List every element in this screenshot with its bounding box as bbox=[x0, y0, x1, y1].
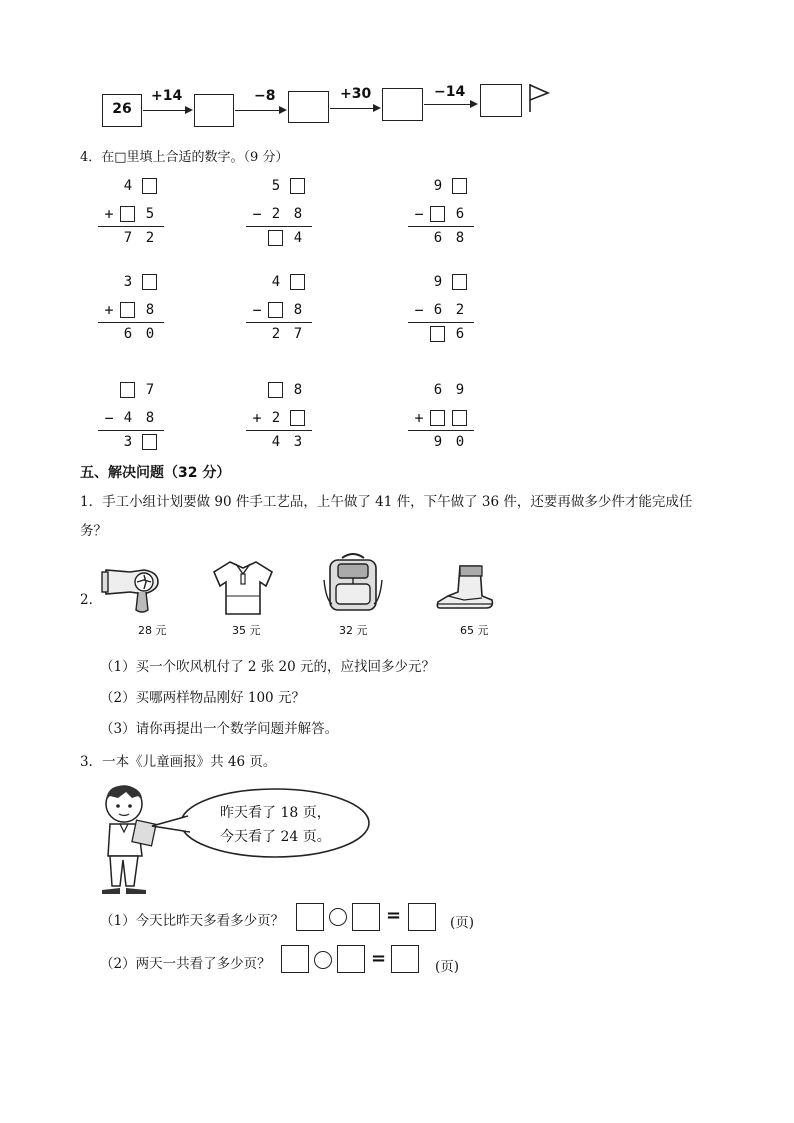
price-label: 32 元 bbox=[339, 624, 368, 637]
operator-sign: + bbox=[104, 301, 114, 319]
digit: 7 bbox=[145, 382, 155, 398]
chain-arrow bbox=[143, 110, 191, 111]
digit: 7 bbox=[293, 326, 303, 342]
chain-step-label: +30 bbox=[340, 86, 372, 102]
digit: 2 bbox=[145, 230, 155, 246]
speech-bubble bbox=[150, 786, 372, 860]
digit-box[interactable] bbox=[120, 382, 135, 398]
operator-sign: + bbox=[252, 409, 262, 427]
digit-box[interactable] bbox=[120, 206, 135, 222]
answer-box[interactable] bbox=[352, 903, 380, 931]
operator-sign: − bbox=[414, 301, 424, 319]
equals-sign: = bbox=[371, 948, 387, 969]
digit-box[interactable] bbox=[142, 178, 157, 194]
digit: 6 bbox=[433, 230, 443, 246]
digit: 2 bbox=[455, 302, 465, 318]
section-heading: 五、解决问题（32 分） bbox=[80, 465, 231, 481]
sum-line bbox=[246, 430, 312, 431]
problem-2-question-2: （2）买哪两样物品刚好 100 元？ bbox=[100, 690, 305, 706]
problem-3-question-2: （2）两天一共看了多少页？ bbox=[100, 956, 271, 972]
digit: 8 bbox=[293, 206, 303, 222]
chain-arrow bbox=[424, 104, 476, 105]
digit: 6 bbox=[123, 326, 133, 342]
digit-box[interactable] bbox=[452, 410, 467, 426]
digit: 8 bbox=[293, 302, 303, 318]
chain-step-label: −8 bbox=[254, 88, 276, 104]
chain-step-label: +14 bbox=[151, 88, 183, 104]
chain-answer-box[interactable] bbox=[480, 84, 522, 117]
digit-box[interactable] bbox=[268, 230, 283, 246]
digit-box[interactable] bbox=[430, 206, 445, 222]
operator-sign: − bbox=[414, 205, 424, 223]
sum-line bbox=[98, 226, 164, 227]
operator-circle[interactable] bbox=[329, 908, 347, 926]
chain-answer-box[interactable] bbox=[382, 88, 423, 121]
backpack-icon bbox=[320, 550, 386, 616]
digit-box[interactable] bbox=[142, 274, 157, 290]
sum-line bbox=[408, 430, 474, 431]
flag-icon bbox=[528, 82, 552, 114]
digit: 2 bbox=[271, 326, 281, 342]
digit-box[interactable] bbox=[452, 178, 467, 194]
vertical-arithmetic-puzzle bbox=[98, 176, 178, 266]
digit: 8 bbox=[145, 410, 155, 426]
digit: 6 bbox=[433, 382, 443, 398]
digit: 8 bbox=[455, 230, 465, 246]
digit: 9 bbox=[433, 178, 443, 194]
chain-step-label: −14 bbox=[434, 84, 466, 100]
problem-1-text-cont: 务？ bbox=[80, 523, 107, 539]
operator-sign: − bbox=[252, 205, 262, 223]
chain-arrow bbox=[330, 108, 379, 109]
digit: 4 bbox=[293, 230, 303, 246]
digit-box[interactable] bbox=[430, 326, 445, 342]
answer-box[interactable] bbox=[281, 945, 309, 973]
digit: 4 bbox=[123, 410, 133, 426]
sum-line bbox=[98, 430, 164, 431]
vertical-arithmetic-puzzle bbox=[98, 272, 178, 362]
digit-box[interactable] bbox=[290, 274, 305, 290]
digit: 3 bbox=[123, 434, 133, 450]
unit-label: (页) bbox=[435, 959, 460, 975]
digit: 9 bbox=[433, 434, 443, 450]
digit-box[interactable] bbox=[268, 302, 283, 318]
operator-sign: − bbox=[252, 301, 262, 319]
chain-arrow bbox=[235, 110, 285, 111]
digit: 5 bbox=[271, 178, 281, 194]
digit: 2 bbox=[271, 206, 281, 222]
digit-box[interactable] bbox=[430, 410, 445, 426]
bubble-line-1: 昨天看了 18 页， bbox=[220, 805, 331, 821]
digit: 6 bbox=[433, 302, 443, 318]
q4-title: 4．在□里填上合适的数字。（9 分） bbox=[80, 150, 289, 165]
vertical-arithmetic-puzzle bbox=[246, 176, 326, 266]
vertical-arithmetic-puzzle bbox=[408, 272, 488, 362]
digit: 9 bbox=[433, 274, 443, 290]
vertical-arithmetic-puzzle bbox=[408, 176, 488, 266]
digit: 5 bbox=[145, 206, 155, 222]
unit-label: (页) bbox=[450, 915, 475, 931]
vertical-arithmetic-puzzle bbox=[246, 380, 326, 470]
operator-circle[interactable] bbox=[314, 951, 332, 969]
chain-start-value: 26 bbox=[112, 101, 132, 117]
answer-box[interactable] bbox=[296, 903, 324, 931]
chain-answer-box[interactable] bbox=[194, 94, 234, 127]
digit: 9 bbox=[455, 382, 465, 398]
problem-3-question-1: （1）今天比昨天多看多少页？ bbox=[100, 913, 285, 929]
digit-box[interactable] bbox=[290, 178, 305, 194]
digit-box[interactable] bbox=[290, 410, 305, 426]
digit: 4 bbox=[271, 274, 281, 290]
answer-box[interactable] bbox=[337, 945, 365, 973]
operator-sign: + bbox=[414, 409, 424, 427]
digit: 8 bbox=[145, 302, 155, 318]
price-label: 65 元 bbox=[460, 624, 489, 637]
problem-2-question-1: （1）买一个吹风机付了 2 张 20 元的，应找回多少元？ bbox=[100, 659, 436, 675]
digit-box[interactable] bbox=[120, 302, 135, 318]
digit: 6 bbox=[455, 326, 465, 342]
digit: 7 bbox=[123, 230, 133, 246]
digit: 0 bbox=[145, 326, 155, 342]
problem-2-number: 2． bbox=[80, 592, 103, 608]
digit: 4 bbox=[123, 178, 133, 194]
shirt-icon bbox=[210, 558, 276, 618]
digit-box[interactable] bbox=[268, 382, 283, 398]
digit: 3 bbox=[293, 434, 303, 450]
vertical-arithmetic-puzzle bbox=[98, 380, 178, 470]
digit-box[interactable] bbox=[142, 434, 157, 450]
sum-line bbox=[98, 322, 164, 323]
sum-line bbox=[246, 322, 312, 323]
sum-line bbox=[246, 226, 312, 227]
sum-line bbox=[408, 226, 474, 227]
sum-line bbox=[408, 322, 474, 323]
price-label: 35 元 bbox=[232, 624, 261, 637]
price-label: 28 元 bbox=[138, 624, 167, 637]
shoe-icon bbox=[434, 562, 496, 614]
digit: 3 bbox=[123, 274, 133, 290]
digit: 0 bbox=[455, 434, 465, 450]
bubble-line-2: 今天看了 24 页。 bbox=[220, 829, 331, 845]
vertical-arithmetic-puzzle bbox=[246, 272, 326, 362]
digit: 6 bbox=[455, 206, 465, 222]
digit-box[interactable] bbox=[452, 274, 467, 290]
digit: 4 bbox=[271, 434, 281, 450]
digit: 2 bbox=[271, 410, 281, 426]
problem-1-text: 1．手工小组计划要做 90 件手工艺品，上午做了 41 件，下午做了 36 件，还要再做多少件才能完成任 bbox=[80, 494, 693, 510]
answer-box[interactable] bbox=[408, 903, 436, 931]
digit: 8 bbox=[293, 382, 303, 398]
problem-3-title: 3．一本《儿童画报》共 46 页。 bbox=[80, 754, 277, 770]
answer-box[interactable] bbox=[391, 945, 419, 973]
vertical-arithmetic-puzzle bbox=[408, 380, 488, 470]
equals-sign: = bbox=[386, 905, 402, 926]
chain-answer-box[interactable] bbox=[288, 91, 329, 123]
problem-2-question-3: （3）请你再提出一个数学问题并解答。 bbox=[100, 721, 339, 737]
hair-dryer-icon bbox=[100, 560, 166, 616]
operator-sign: + bbox=[104, 205, 114, 223]
operator-sign: − bbox=[104, 409, 114, 427]
